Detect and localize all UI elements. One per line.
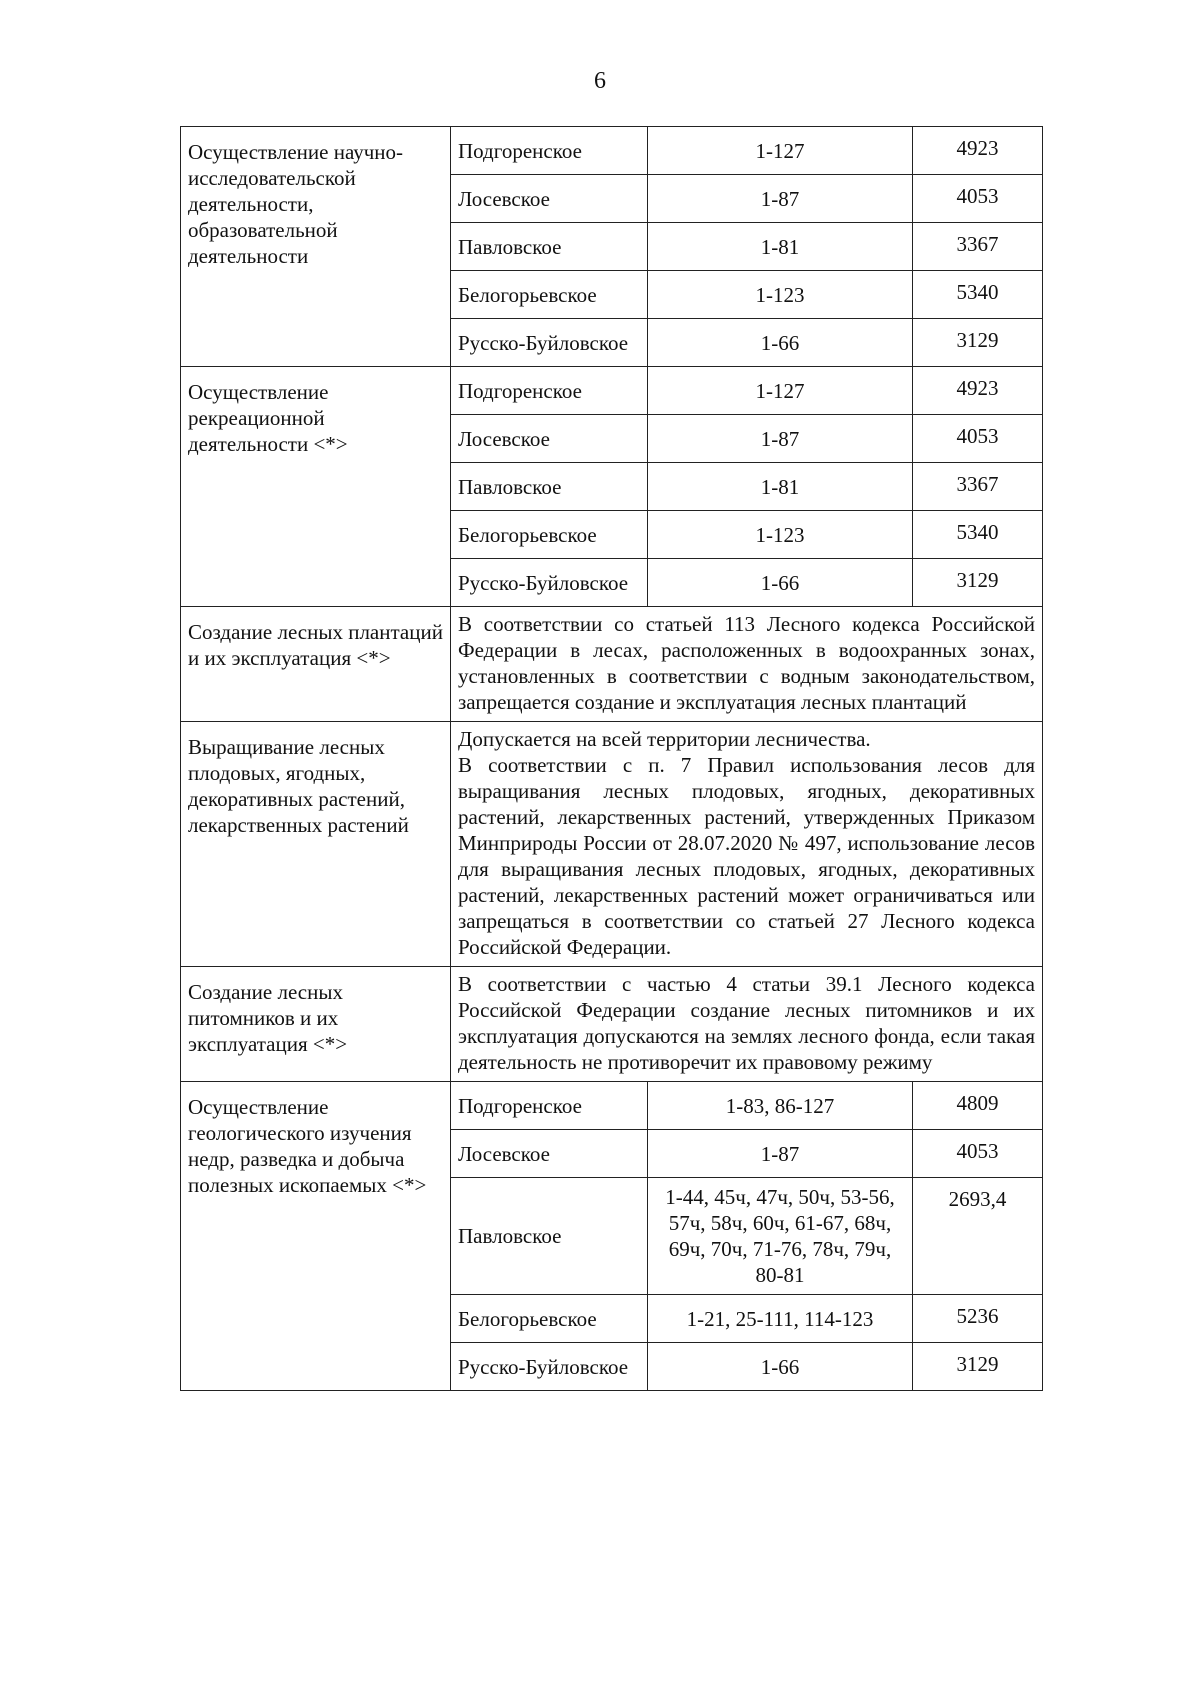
- description-text: В соответствии с п. 7 Правил использования лесов для выращивания лесных плодовых, ягодных, декоративных растений, лекарственных растений, утвержденных Приказом Минприроды России от 28.07.2020 № 497, использование лесов для выращивания лесных плодовых, ягодных, декоративных растений, лекарственных растений может ограничиваться или запрещаться в соответствии со статьей 27 Лесного кодекса Российской Федерации.: [458, 753, 1035, 959]
- activity-cell: Осуществление научно-исследовательской деятельности, образовательной деятельности: [181, 127, 451, 367]
- forestry-cell: Русско-Буйловское: [451, 319, 648, 367]
- area-cell: 4923: [913, 127, 1043, 175]
- area-cell: 5340: [913, 511, 1043, 559]
- area-cell: 4923: [913, 367, 1043, 415]
- activity-cell: Создание лесных питомников и их эксплуатация <*>: [181, 967, 451, 1082]
- table-row: [181, 367, 1043, 415]
- forestry-cell: Белогорьевское: [451, 271, 648, 319]
- description-cell: [451, 722, 1043, 967]
- table-row: [181, 1082, 1043, 1130]
- forestry-cell: Подгоренское: [451, 367, 648, 415]
- quarters-cell: 1-81: [648, 223, 913, 271]
- area-cell: 3129: [913, 1343, 1043, 1391]
- activity-cell: Выращивание лесных плодовых, ягодных, декоративных растений, лекарственных растений: [181, 722, 451, 967]
- forestry-cell: Подгоренское: [451, 127, 648, 175]
- quarters-cell: 1-127: [648, 127, 913, 175]
- area-cell: 4053: [913, 1130, 1043, 1178]
- forestry-cell: Павловское: [451, 463, 648, 511]
- area-cell: 3129: [913, 559, 1043, 607]
- quarters-cell: 1-66: [648, 559, 913, 607]
- quarters-cell: 1-87: [648, 1130, 913, 1178]
- description-cell: [451, 967, 1043, 1082]
- activity-cell: Создание лесных плантаций и их эксплуатация <*>: [181, 607, 451, 722]
- quarters-cell: 1-81: [648, 463, 913, 511]
- quarters-cell: 1-66: [648, 1343, 913, 1391]
- quarters-cell: 1-44, 45ч, 47ч, 50ч, 53-56, 57ч, 58ч, 60ч, 61-67, 68ч, 69ч, 70ч, 71-76, 78ч, 79ч, 80-81: [648, 1178, 913, 1295]
- activity-cell: Осуществление рекреационной деятельности <*>: [181, 367, 451, 607]
- quarters-cell: 1-66: [648, 319, 913, 367]
- activity-cell: Осуществление геологического изучения недр, разведка и добыча полезных ископаемых <*>: [181, 1082, 451, 1391]
- table-row: [181, 127, 1043, 175]
- forestry-cell: Подгоренское: [451, 1082, 648, 1130]
- forestry-cell: Белогорьевское: [451, 511, 648, 559]
- area-cell: 4809: [913, 1082, 1043, 1130]
- quarters-cell: 1-21, 25-111, 114-123: [648, 1295, 913, 1343]
- table-row: [181, 607, 1043, 722]
- forest-use-table: [180, 126, 1043, 1391]
- quarters-cell: 1-87: [648, 415, 913, 463]
- forestry-cell: Лосевское: [451, 175, 648, 223]
- forestry-cell: Русско-Буйловское: [451, 1343, 648, 1391]
- quarters-cell: 1-127: [648, 367, 913, 415]
- quarters-cell: 1-83, 86-127: [648, 1082, 913, 1130]
- forestry-cell: Лосевское: [451, 415, 648, 463]
- description-text: В соответствии с частью 4 статьи 39.1 Лесного кодекса Российской Федерации создание лесных питомников и их эксплуатация допускаются на землях лесного фонда, если такая деятельность не противоречит их правовому режиму: [458, 972, 1035, 1074]
- description-text: В соответствии со статьей 113 Лесного кодекса Российской Федерации в лесах, расположенных в водоохранных зонах, установленных в соответствии с водным законодательством, запрещается создание и эксплуатация лесных плантаций: [458, 612, 1035, 714]
- area-cell: 3367: [913, 463, 1043, 511]
- description-first-line: Допускается на всей территории лесничества.: [458, 727, 871, 751]
- area-cell: 5340: [913, 271, 1043, 319]
- quarters-cell: 1-87: [648, 175, 913, 223]
- table-row: [181, 967, 1043, 1082]
- forestry-cell: Павловское: [451, 1178, 648, 1295]
- area-cell: 3129: [913, 319, 1043, 367]
- forestry-cell: Павловское: [451, 223, 648, 271]
- area-cell: 2693,4: [913, 1178, 1043, 1295]
- page-number: 6: [594, 68, 606, 94]
- quarters-cell: 1-123: [648, 271, 913, 319]
- area-cell: 4053: [913, 415, 1043, 463]
- forestry-cell: Лосевское: [451, 1130, 648, 1178]
- area-cell: 3367: [913, 223, 1043, 271]
- quarters-cell: 1-123: [648, 511, 913, 559]
- table-row: [181, 722, 1043, 967]
- forestry-cell: Белогорьевское: [451, 1295, 648, 1343]
- description-cell: [451, 607, 1043, 722]
- area-cell: 5236: [913, 1295, 1043, 1343]
- forestry-cell: Русско-Буйловское: [451, 559, 648, 607]
- area-cell: 4053: [913, 175, 1043, 223]
